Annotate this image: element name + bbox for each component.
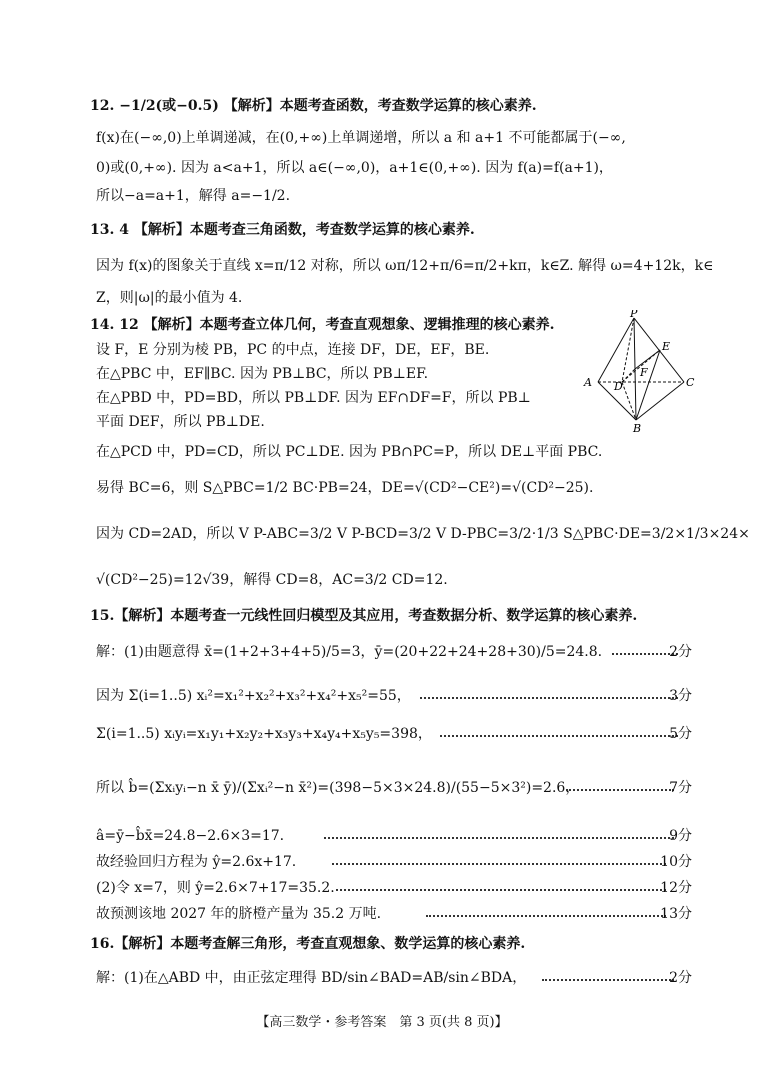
leader-dots <box>566 789 674 791</box>
score-mark: 9分 <box>669 828 692 844</box>
pyramid-svg <box>578 310 698 434</box>
q14-line-3: 在△PBD 中，PD=BD，所以 PB⊥DF. 因为 EF∩DF=F，所以 PB⊥ <box>96 390 531 406</box>
leader-dots <box>336 889 666 891</box>
q13-line-2: Z，则|ω|的最小值为 4. <box>96 290 243 306</box>
leader-dots <box>426 915 666 917</box>
leader-dots <box>542 979 674 981</box>
q14-header: 14. 12 【解析】本题考查立体几何，考查直观想象、逻辑推理的核心素养. <box>90 317 555 333</box>
q15-step-1: 解：(1)由题意得 x̄=(1+2+3+4+5)/5=3，ȳ=(20+22+24+28+30)/5=24.8. <box>96 644 603 660</box>
q14-line-1: 设 F，E 分别为棱 PB，PC 的中点，连接 DF，DE，EF，BE. <box>96 342 490 358</box>
q15-step-4: 所以 b̂=(Σxᵢyᵢ−n x̄ ȳ)/(Σxᵢ²−n x̄²)=(398−5×3×24.8)/(55−5×3²)=2.6， <box>96 780 580 796</box>
q13-line-1: 因为 f(x)的图象关于直线 x=π/12 对称，所以 ωπ/12+π/6=π/2+kπ，k∈Z. 解得 ω=4+12k，k∈ <box>96 258 714 274</box>
q14-line-2: 在△PBC 中，EF∥BC. 因为 PB⊥BC，所以 PB⊥EF. <box>96 366 429 382</box>
leader-dots <box>440 735 678 737</box>
q12-line-1: f(x)在(−∞,0)上单调递减，在(0,+∞)上单调递增，所以 a 和 a+1 不可能都属于(−∞, <box>96 130 626 146</box>
score-mark: 12分 <box>660 880 692 896</box>
q15-step-5: â=ȳ−b̂x̄=24.8−2.6×3=17. <box>96 828 285 844</box>
vertex-label-b: B <box>633 422 642 434</box>
q15-step-8: 故预测该地 2027 年的脐橙产量为 35.2 万吨. <box>96 906 382 922</box>
score-mark: 2分 <box>669 970 692 986</box>
q14-line-8: √(CD²−25)=12√39，解得 CD=8，AC=3/2 CD=12. <box>96 572 448 588</box>
q16-step-1: 解：(1)在△ABD 中，由正弦定理得 BD/sin∠BAD=AB/sin∠BDA， <box>96 970 527 986</box>
vertex-label-f: F <box>640 366 648 379</box>
q14-line-5: 在△PCD 中，PD=CD，所以 PC⊥DE. 因为 PB∩PC=P，所以 DE⊥平面 PBC. <box>96 444 603 460</box>
q14-line-7: 因为 CD=2AD，所以 V P-ABC=3/2 V P-BCD=3/2 V D-PBC=3/2·1/3 S△PBC·DE=3/2×1/3×24× <box>96 526 750 542</box>
vertex-label-a: A <box>584 376 592 389</box>
q14-line-6: 易得 BC=6，则 S△PBC=1/2 BC·PB=24，DE=√(CD²−CE²)=√(CD²−25). <box>96 480 594 496</box>
q15-step-3: Σ(i=1..5) xᵢyᵢ=x₁y₁+x₂y₂+x₃y₃+x₄y₄+x₅y₅=398， <box>96 726 432 742</box>
q15-step-7: (2)令 x=7，则 ŷ=2.6×7+17=35.2. <box>96 880 335 896</box>
q15-header: 15.【解析】本题考查一元线性回归模型及其应用，考查数据分析、数学运算的核心素养. <box>90 608 638 624</box>
score-mark: 13分 <box>660 906 692 922</box>
q12-line-3: 所以−a=a+1，解得 a=−1/2. <box>96 188 291 204</box>
q15-step-6: 故经验回归方程为 ŷ=2.6x+17. <box>96 854 297 870</box>
page-footer: 【高三数学・参考答案 第 3 页(共 8 页)】 <box>256 1015 508 1030</box>
vertex-label-p: P <box>630 310 638 320</box>
score-mark: 10分 <box>660 854 692 870</box>
q16-header: 16.【解析】本题考查解三角形，考查直观想象、数学运算的核心素养. <box>90 936 526 952</box>
vertex-label-e: E <box>662 340 671 353</box>
vertex-label-d: D <box>614 380 623 393</box>
leader-dots <box>420 697 678 699</box>
q12-header: 12. −1/2(或−0.5) 【解析】本题考查函数，考查数学运算的核心素养. <box>90 98 537 114</box>
q15-step-2: 因为 Σ(i=1..5) xᵢ²=x₁²+x₂²+x₃²+x₄²+x₅²=55， <box>96 688 411 704</box>
vertex-label-c: C <box>686 376 695 389</box>
score-mark: 2分 <box>669 644 692 660</box>
leader-dots <box>324 837 674 839</box>
q14-line-4: 平面 DEF，所以 PB⊥DE. <box>96 414 265 430</box>
leader-dots <box>332 863 666 865</box>
score-mark: 7分 <box>669 780 692 796</box>
q12-line-2: 0)或(0,+∞). 因为 a<a+1，所以 a∈(−∞,0)，a+1∈(0,+∞). 因为 f(a)=f(a+1)， <box>96 160 613 176</box>
q13-header: 13. 4 【解析】本题考查三角函数，考查数学运算的核心素养. <box>90 222 475 238</box>
score-mark: 5分 <box>669 726 692 742</box>
score-mark: 3分 <box>669 688 692 704</box>
pyramid-figure <box>578 310 698 434</box>
